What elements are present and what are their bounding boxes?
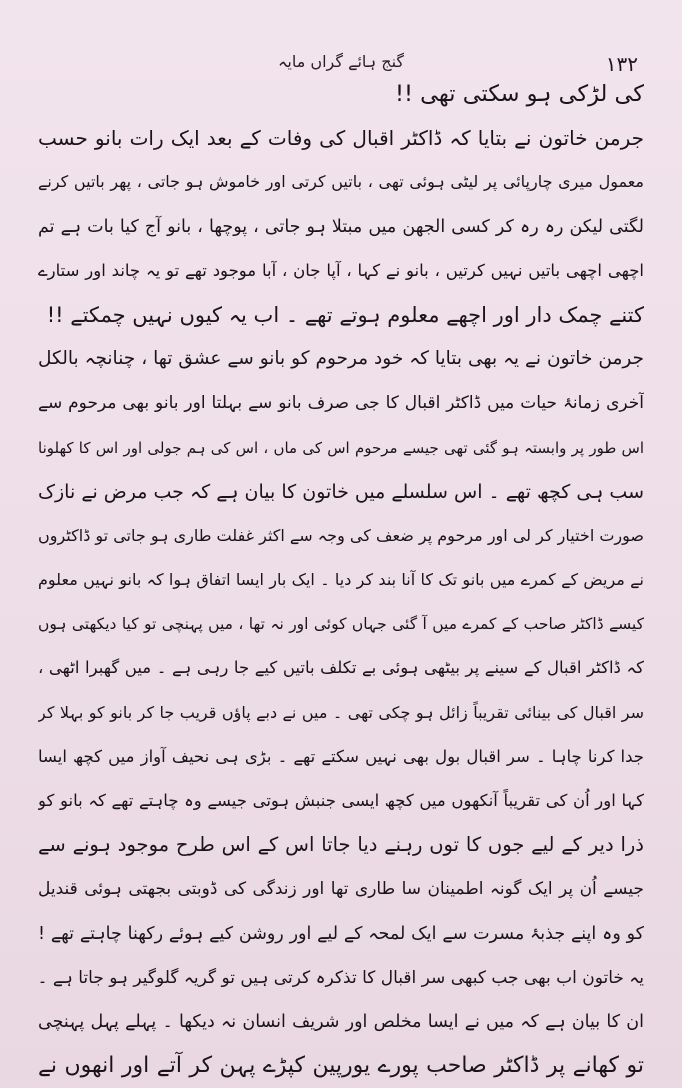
text-line: جرمن خاتون نے بتایا کہ ڈاکٹر اقبال کی وفات کے بعد ایک رات بانو حسب <box>38 126 644 151</box>
text-line: کو وہ اپنے جذبۂ مسرت سے ایک لمحہ کے لیے اور روشن کیے ہوئے رکھنا چاہتے تھے ! <box>38 923 644 944</box>
text-line: نے مریض کے کمرے میں بانو تک کا آنا بند کر دیا ۔ ایک بار ایسا اتفاق ہوا کہ بانو نہیں معلوم <box>38 570 644 590</box>
text-line: لگتی لیکن رہ رہ کر کسی الجھن میں مبتلا ہو جاتی ، پوچھا ، بانو آج کیا بات ہے تم <box>38 216 644 237</box>
text-line: کہا اور اُن کی تقریباً آنکھوں میں کچھ ایسی جنبش ہوتی جیسے وہ چاہتے تھے کہ بانو کو <box>38 791 644 810</box>
running-title: گنج ہائے گراں مایہ <box>277 52 405 71</box>
text-line: معمول میری چارپائی پر لیٹی ہوئی تھی ، باتیں کرتی اور خاموش ہو جاتی ، پھر باتیں کرنے <box>38 172 644 192</box>
text-line: کہ ڈاکٹر اقبال کے سینے پر بیٹھی ہوئی بے تکلف باتیں کیے جا رہی ہے ۔ میں گھبرا اٹھی ، <box>38 658 644 678</box>
text-line: اچھی اچھی باتیں نہیں کرتیں ، بانو نے کہا ، آپا جان ، آبا موجود تھے تو یہ چاند اور ستارے <box>38 260 644 280</box>
text-line: سر اقبال کی بینائی تقریباً زائل ہو چکی تھی ۔ میں نے دبے پاؤں قریب جا کر بانو کو بہلا کر <box>38 702 644 722</box>
text-line: اس طور پر وابستہ ہو گئی تھی جیسے مرحوم اس کی ماں ، اس کی ہم جولی اور اس کا کھلونا <box>38 438 644 457</box>
text-line: جرمن خاتون نے یہ بھی بتایا کہ خود مرحوم کو بانو سے عشق تھا ، چنانچہ بالکل <box>38 348 644 370</box>
text-line: جیسے اُن پر ایک گونہ اطمینان سا طاری تھا اور زندگی کی ڈوبتی بجھتی ہوئی قندیل <box>38 879 644 900</box>
text-line: جدا کرنا چاہا ۔ سر اقبال بول بھی نہیں سکتے تھے ۔ بڑی ہی نحیف آواز میں کچھ ایسا <box>38 746 644 766</box>
body-text <box>38 72 644 1088</box>
text-line: صورت اختیار کر لی اور مرحوم پر ضعف کی وجہ سے اکثر غفلت طاری ہو جاتی تو ڈاکٹروں <box>38 525 644 545</box>
text-line: سب ہی کچھ تھے ۔ اس سلسلے میں خاتون کا بیان ہے کہ جب مرض نے نازک <box>38 480 644 503</box>
text-line: کتنے چمک دار اور اچھے معلوم ہوتے تھے ۔ اب یہ کیوں نہیں چمکتے !! <box>46 302 644 327</box>
text-line: آخری زمانۂ حیات میں ڈاکٹر اقبال کا جی صرف بانو سے بہلتا اور بانو بھی مرحوم سے <box>38 393 644 414</box>
text-line: ذرا دیر کے لیے جوں کا توں رہنے دیا جاتا اس کے اس طرح موجود ہونے سے <box>38 833 644 857</box>
text-line: ان کا بیان ہے کہ میں نے ایسا مخلص اور شریف انسان نہ دیکھا ۔ پہلے پہل پہنچی <box>38 1011 644 1032</box>
text-line: تو کھانے پر ڈاکٹر صاحب پورے یورپین کپڑے پہن کر آتے اور انھوں نے <box>38 1053 644 1079</box>
text-line: کیسے ڈاکٹر صاحب کے کمرے میں آ گئی جہاں کوئی اور نہ تھا ، میں پہنچی تو کیا دیکھتی ہوں <box>38 615 644 634</box>
text-line: کی لڑکی ہو سکتی تھی !! <box>394 81 644 107</box>
page-number: ۱۳۲ <box>605 52 638 76</box>
text-line: یہ خاتون اب بھی جب کبھی سر اقبال کا تذکرہ کرتی ہیں تو گریہ گلوگیر ہو جاتا ہے ۔ <box>38 967 644 988</box>
